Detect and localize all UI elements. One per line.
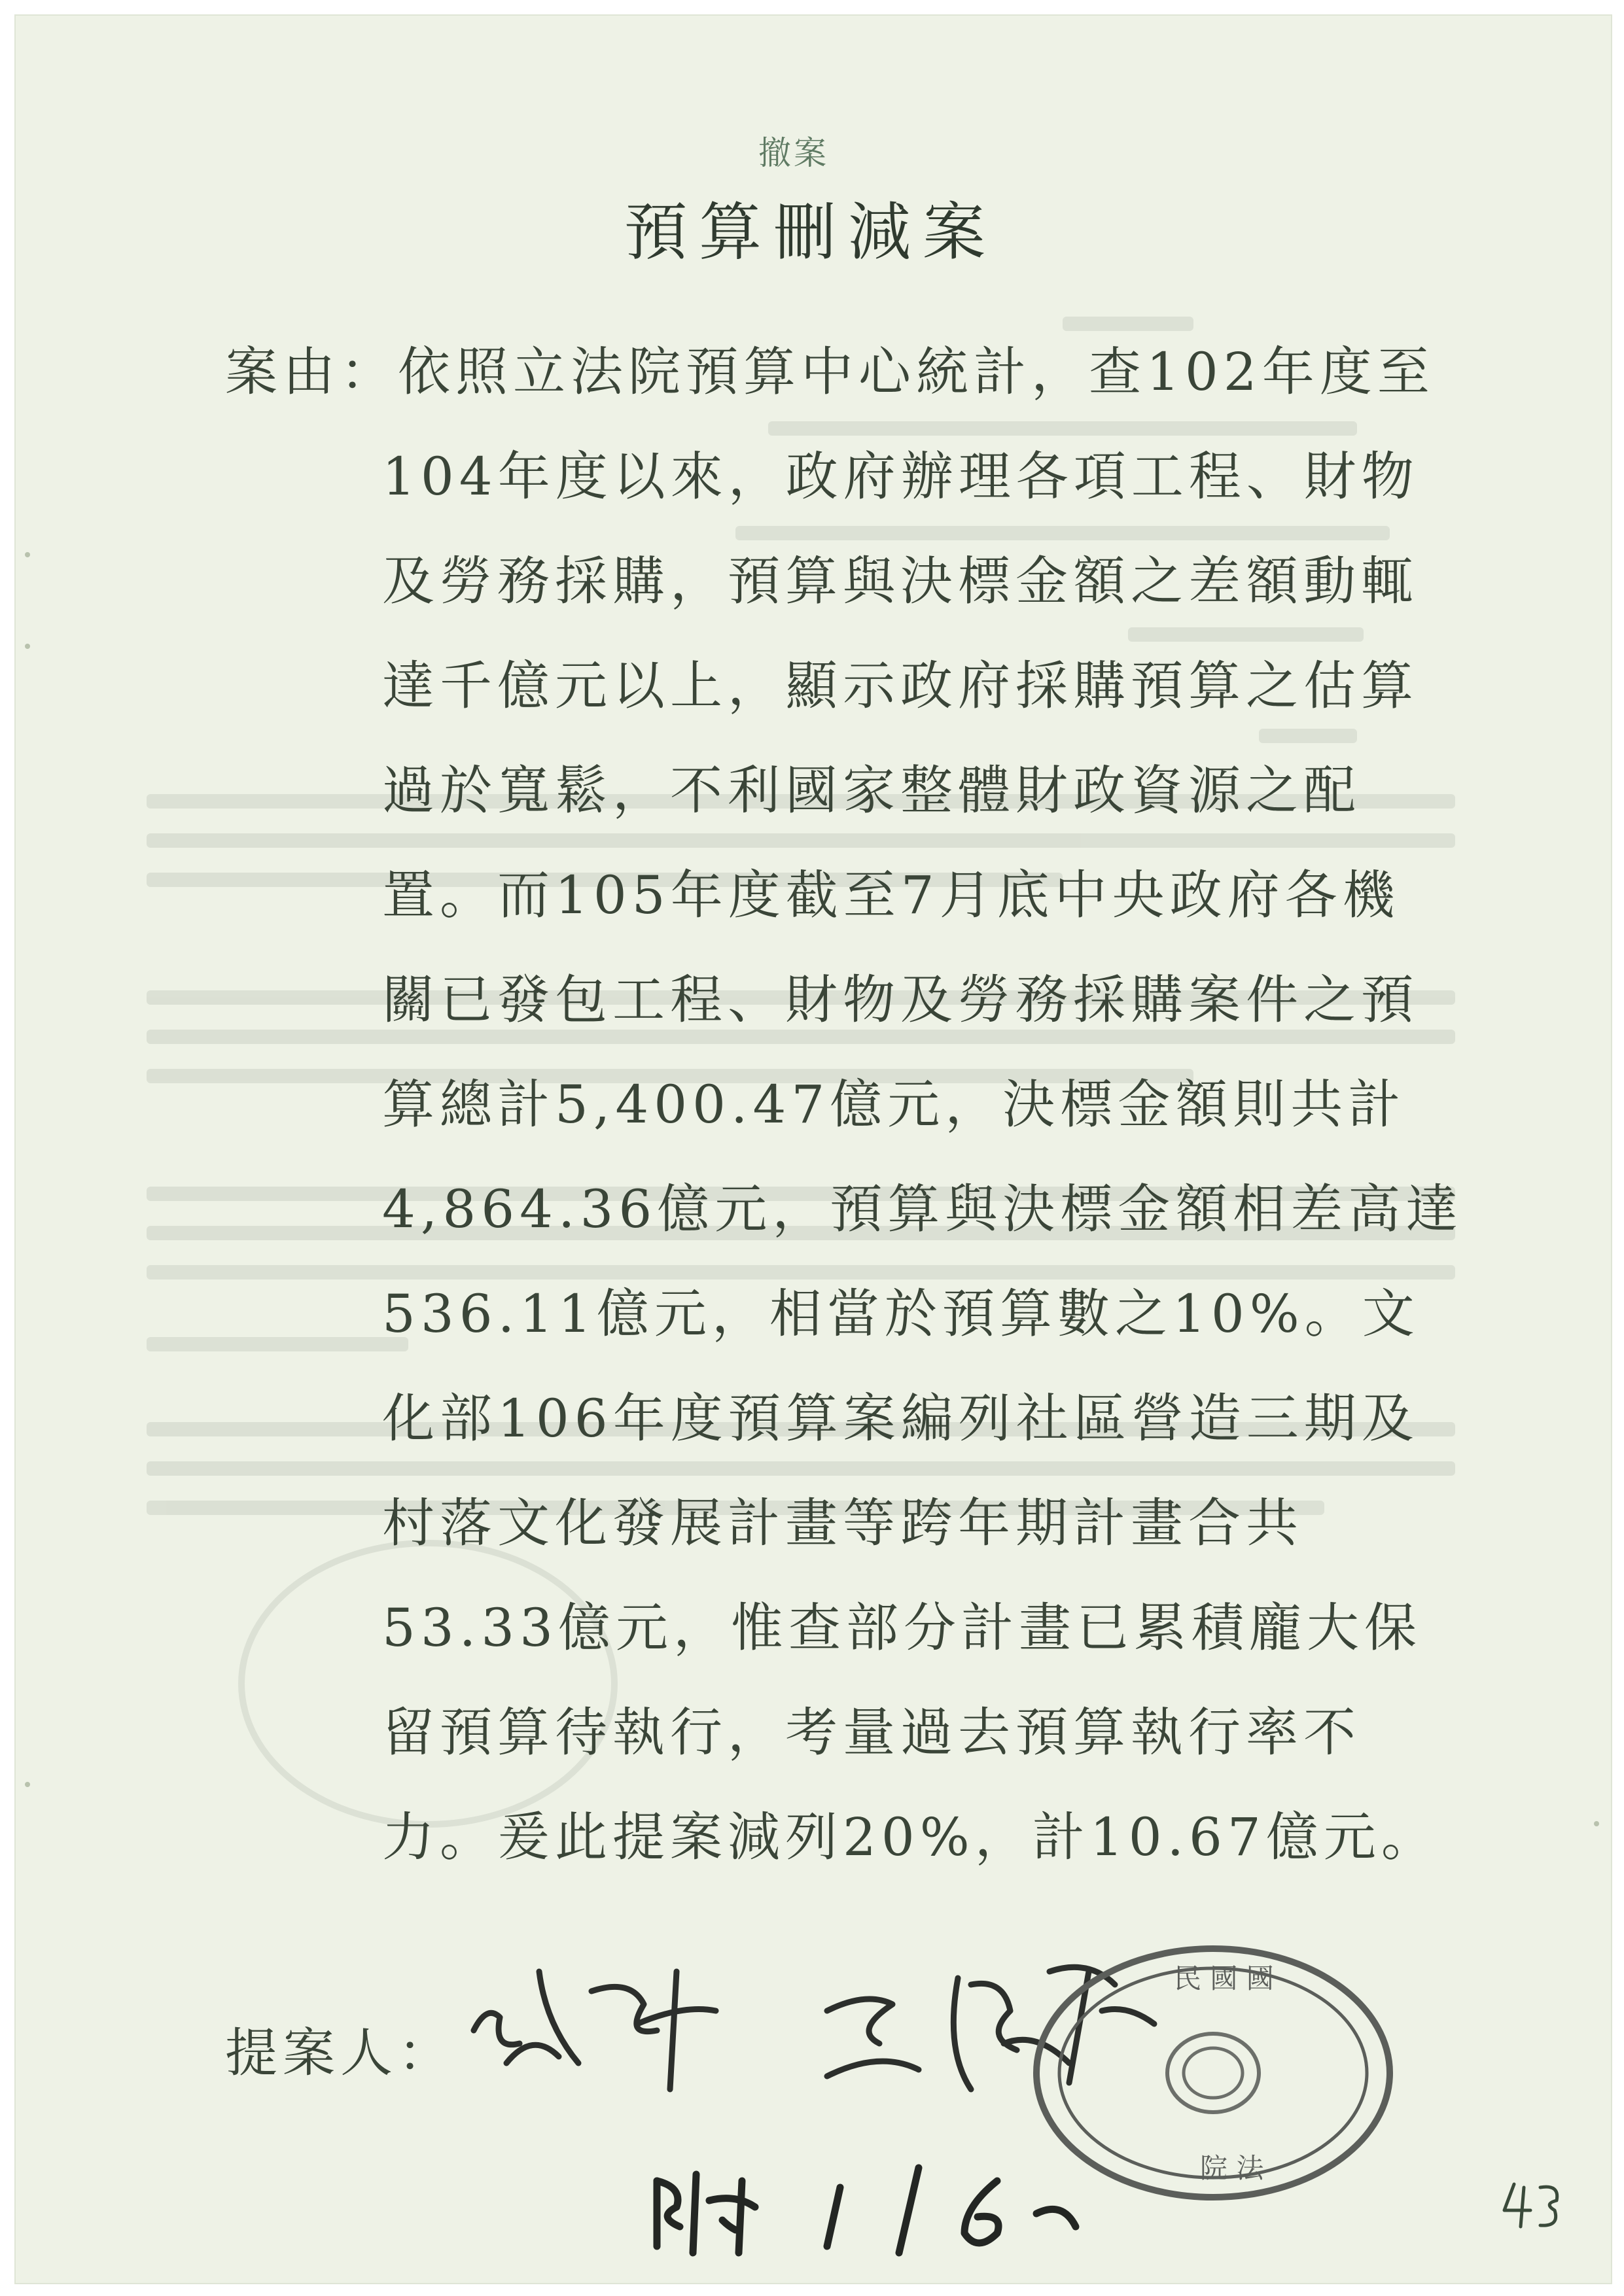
case-line-10: 536.11億元，相當於預算數之10%。文 xyxy=(382,1283,1420,1344)
page-title: 預算刪減案 xyxy=(624,196,997,269)
case-line-8: 算總計5,400.47億元，決標金額則共計 xyxy=(382,1074,1406,1135)
case-line-9: 4,864.36億元，預算與決標金額相差高達 xyxy=(382,1179,1464,1240)
case-line-14: 留預算待執行，考量過去預算執行率不 xyxy=(382,1702,1361,1763)
withdrawn-stamp: 撤案 xyxy=(758,134,829,172)
case-line-6: 置。而105年度截至7月底中央政府各機 xyxy=(382,865,1400,926)
case-line-7: 關已發包工程、財物及勞務採購案件之預 xyxy=(382,969,1419,1030)
handwritten-page-number xyxy=(1494,2174,1573,2233)
case-line-5: 過於寬鬆，不利國家整體財政資源之配 xyxy=(382,760,1361,821)
case-line-11: 化部106年度預算案編列社區營造三期及 xyxy=(382,1388,1419,1449)
svg-text:院 法: 院 法 xyxy=(1200,2152,1264,2184)
proposer-label: 提案人： xyxy=(225,2023,455,2083)
document-page xyxy=(14,14,1612,2284)
case-line-15: 力。爰此提案減列20%，計10.67億元。 xyxy=(382,1807,1439,1868)
case-line-1: 案由：依照立法院預算中心統計，查102年度至 xyxy=(225,341,1435,402)
case-line-3: 及勞務採購，預算與決標金額之差額動輒 xyxy=(382,551,1419,612)
case-line-12: 村落文化發展計畫等跨年期計畫合共 xyxy=(382,1493,1303,1554)
handwritten-annotation xyxy=(644,2155,1167,2259)
case-line-4: 達千億元以上，顯示政府採購預算之估算 xyxy=(382,655,1419,716)
case-line-2: 104年度以來，政府辦理各項工程、財物 xyxy=(382,446,1419,507)
svg-text:民 國 國: 民 國 國 xyxy=(1174,1962,1274,1994)
case-label: 案由： xyxy=(225,341,398,402)
case-line-13: 53.33億元，惟查部分計畫已累積龐大保 xyxy=(382,1597,1422,1658)
